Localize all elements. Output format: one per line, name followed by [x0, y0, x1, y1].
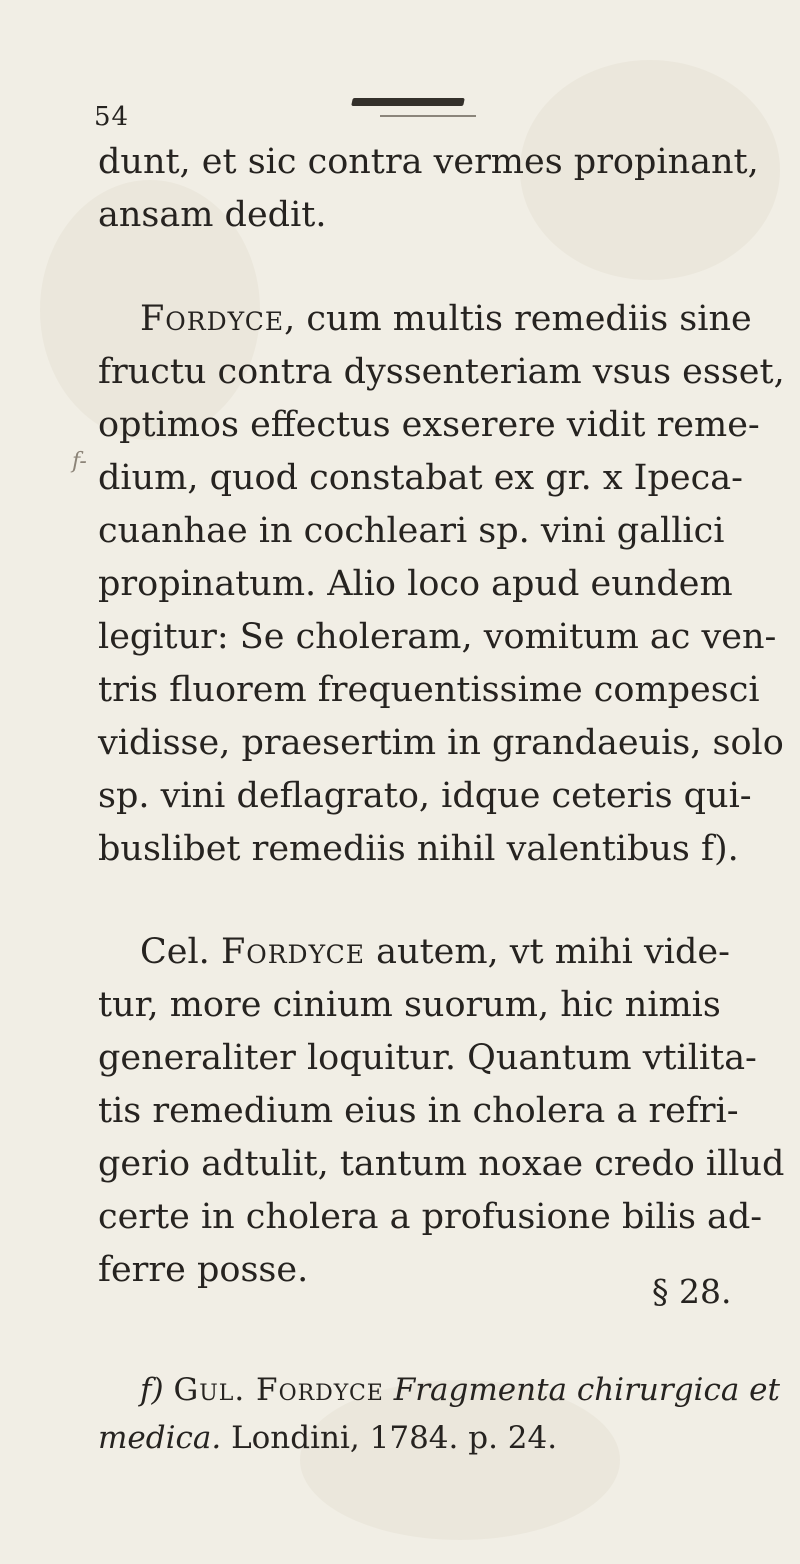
printer-ornament-thin-rule — [380, 115, 476, 117]
author-name: Fordyce — [220, 932, 366, 972]
text-fragment: Cel. — [140, 932, 221, 972]
text-fragment: autem, vt mihi vide- — [365, 932, 730, 972]
text-line: buslibet remediis nihil valentibus f). — [98, 829, 739, 869]
text-line: dunt, et sic contra vermes propinant, — [98, 142, 759, 182]
text-fragment: , cum multis remediis sine — [284, 299, 752, 339]
text-line — [140, 297, 752, 341]
text-line: legitur: Se choleram, vomitum ac ven- — [98, 617, 777, 657]
text-line: gerio adtulit, tantum noxae credo illud — [98, 1144, 785, 1184]
footnote-imprint: Londini, 1784. p. 24. — [231, 1420, 558, 1456]
text-line: propinatum. Alio loco apud eundem — [98, 564, 733, 604]
text-line — [140, 930, 730, 974]
text-line: optimos effectus exserere vidit reme- — [98, 405, 760, 445]
footnote-title: Fragmenta chirurgica et — [393, 1372, 780, 1408]
text-line: ferre posse. — [98, 1250, 309, 1290]
footnote-line — [140, 1370, 780, 1410]
text-line: cuanhae in cochleari sp. vini gallici — [98, 511, 725, 551]
footnote-author: Gul. Fordyce — [173, 1372, 384, 1408]
footnote-marker: f) — [140, 1372, 164, 1408]
printer-ornament-rule — [351, 98, 465, 106]
text-line: dium, quod constabat ex gr. x Ipeca- — [98, 458, 743, 498]
text-line: tur, more cinium suorum, hic nimis — [98, 985, 721, 1025]
text-line: ansam dedit. — [98, 195, 327, 235]
text-line: sp. vini deflagrato, idque ceteris qui- — [98, 776, 752, 816]
section-mark: § 28. — [652, 1272, 732, 1311]
text-line: certe in cholera a profusione bilis ad- — [98, 1197, 763, 1237]
footnote-title: medica. — [98, 1420, 222, 1456]
text-line: tis remedium eius in cholera a refri- — [98, 1091, 739, 1131]
text-line: vidisse, praesertim in grandaeuis, solo — [98, 723, 784, 763]
author-name: Fordyce — [140, 299, 285, 339]
text-line: fructu contra dyssenteriam vsus esset, — [98, 352, 785, 392]
text-line: tris fluorem frequentissime compesci — [98, 670, 760, 710]
margin-mark: f- — [72, 449, 87, 474]
page-number: 54 — [94, 102, 130, 132]
text-line: generaliter loquitur. Quantum vtilita- — [98, 1038, 757, 1078]
footnote-line — [98, 1418, 557, 1458]
